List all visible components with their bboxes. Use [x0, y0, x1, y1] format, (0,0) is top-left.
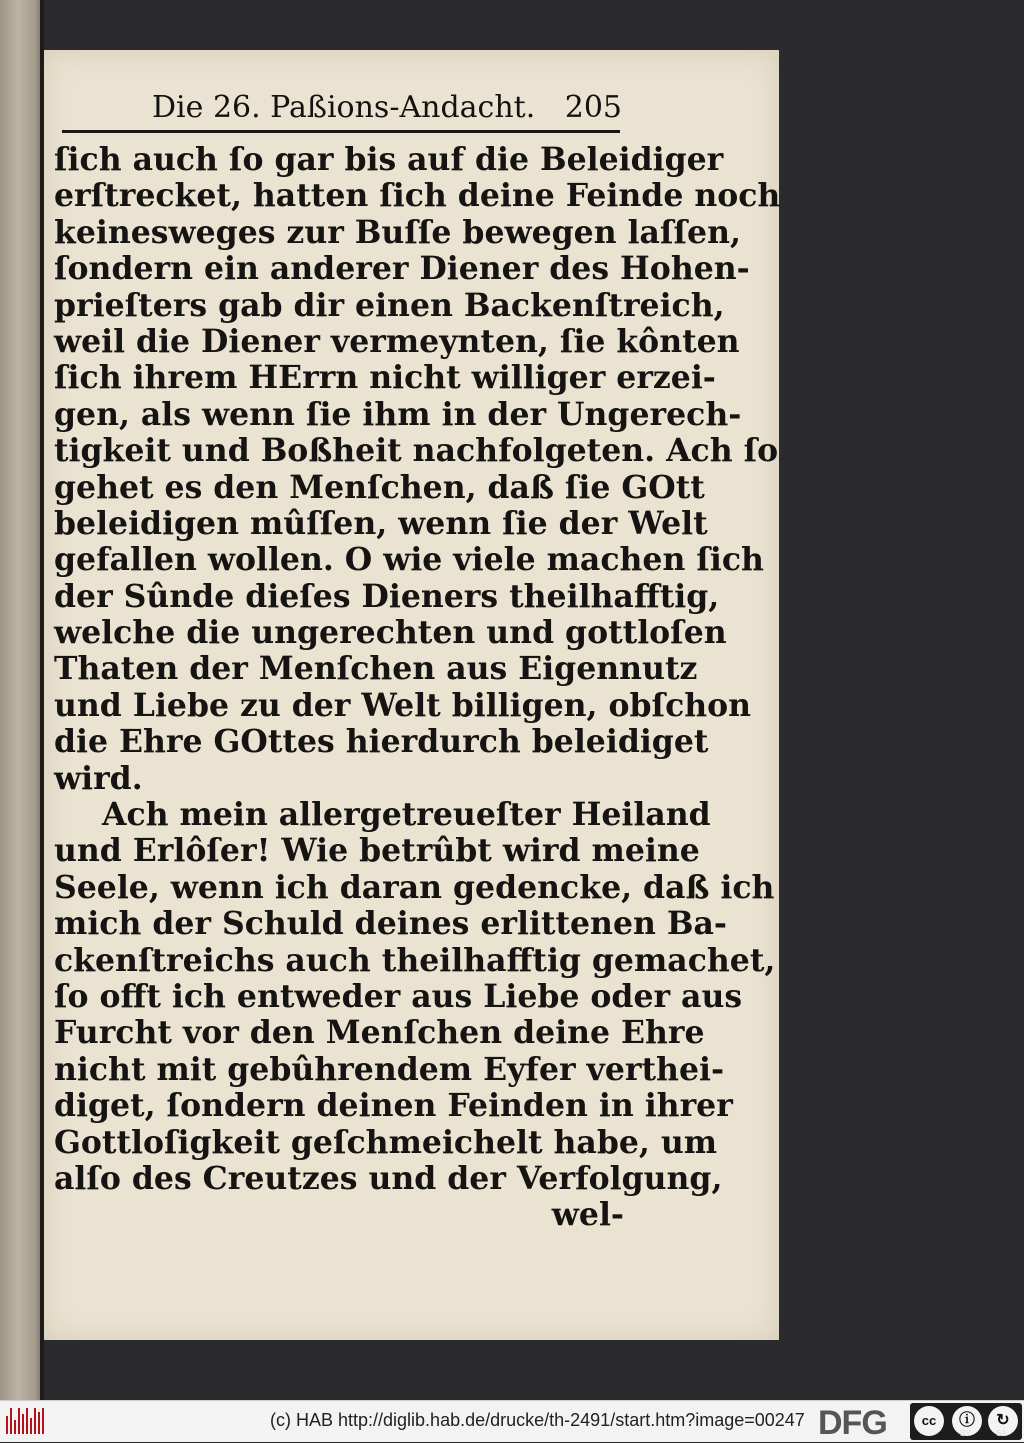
previous-page-edge [0, 0, 44, 1400]
text-line: gehet es den Menſchen, daß ſie GOtt [54, 468, 705, 506]
by-icon: ⓘ [952, 1406, 982, 1436]
text-line: ckenſtreichs auch theilhafftig gemachet, [54, 941, 776, 979]
text-line: welche die ungerechten und gottloſen [54, 614, 727, 652]
text-line: Gottloſigkeit geſchmeichelt habe, um [54, 1123, 718, 1161]
text-line: gefallen wollen. O wie viele machen ſich [54, 541, 764, 579]
text-line: ſo offt ich entweder aus Liebe oder aus [54, 977, 743, 1015]
text-line: keinesweges zur Buſſe bewegen laſſen, [54, 213, 741, 251]
text-line: Furcht vor den Menſchen deine Ehre [54, 1014, 705, 1052]
page-number: 205 [564, 90, 622, 125]
text-line: und Liebe zu der Welt billigen, obſchon [54, 686, 752, 724]
text-line: ſich auch ſo gar bis auf die Beleidiger [54, 141, 724, 178]
cc-license-badge[interactable] [910, 1403, 1022, 1440]
text-line: wel- [551, 1196, 624, 1234]
text-line: Seele, wenn ich daran gedencke, daß ich [54, 868, 775, 906]
text-line: mich der Schuld deines erlittenen Ba- [54, 905, 727, 943]
text-line: gen, als wenn ſie ihm in der Ungerech- [54, 395, 742, 433]
text-line: Thaten der Menſchen aus Eigennutz [54, 650, 698, 688]
header-rule [62, 130, 620, 133]
text-line: weil die Diener vermeynten, ſie kônten [54, 322, 740, 360]
text-line: diget, ſondern deinen Feinden in ihrer [54, 1087, 733, 1125]
dfg-logo[interactable]: DFG [818, 1404, 887, 1442]
header-title: Die 26. Paßions-Andacht. [152, 90, 536, 125]
text-line: Ach mein allergetreueſter Heiland [102, 796, 711, 834]
text-line: erſtrecket, hatten ſich deine Feinde noch [54, 177, 781, 215]
by-label: BY [960, 1429, 971, 1438]
sa-label: SA [996, 1429, 1007, 1438]
body-text [54, 141, 781, 1234]
cc-icon: cc [914, 1406, 944, 1436]
viewer-footer [0, 1400, 1024, 1442]
text-line: prieſters gab dir einen Backenſtreich, [54, 286, 725, 324]
show-through-ghost [636, 980, 706, 1090]
sa-icon: ↻ [988, 1406, 1018, 1436]
text-line: ſondern ein anderer Diener des Hohen- [54, 250, 750, 288]
running-header [152, 90, 622, 130]
text-line: nicht mit gebûhrendem Eyfer verthei- [54, 1050, 725, 1088]
text-line: der Sûnde dieſes Dieners theilhafftig, [54, 577, 720, 615]
text-line: alſo des Creutzes und der Verfolgung, [54, 1159, 723, 1197]
copyright-link[interactable]: (c) HAB http://diglib.hab.de/drucke/th-2491/start.htm?image=00247 [270, 1410, 805, 1430]
text-line: und Erlôſer! Wie betrûbt wird meine [54, 832, 700, 870]
text-line: die Ehre GOttes hierdurch beleidiget [54, 723, 709, 761]
text-line: wird. [54, 759, 143, 797]
library-logo [6, 1408, 46, 1434]
text-line: tigkeit und Boßheit nachfolgeten. Ach ſo [54, 432, 779, 470]
text-line: ſich ihrem HErrn nicht williger erzei- [54, 359, 716, 397]
text-line: beleidigen mûſſen, wenn ſie der Welt [54, 504, 708, 542]
